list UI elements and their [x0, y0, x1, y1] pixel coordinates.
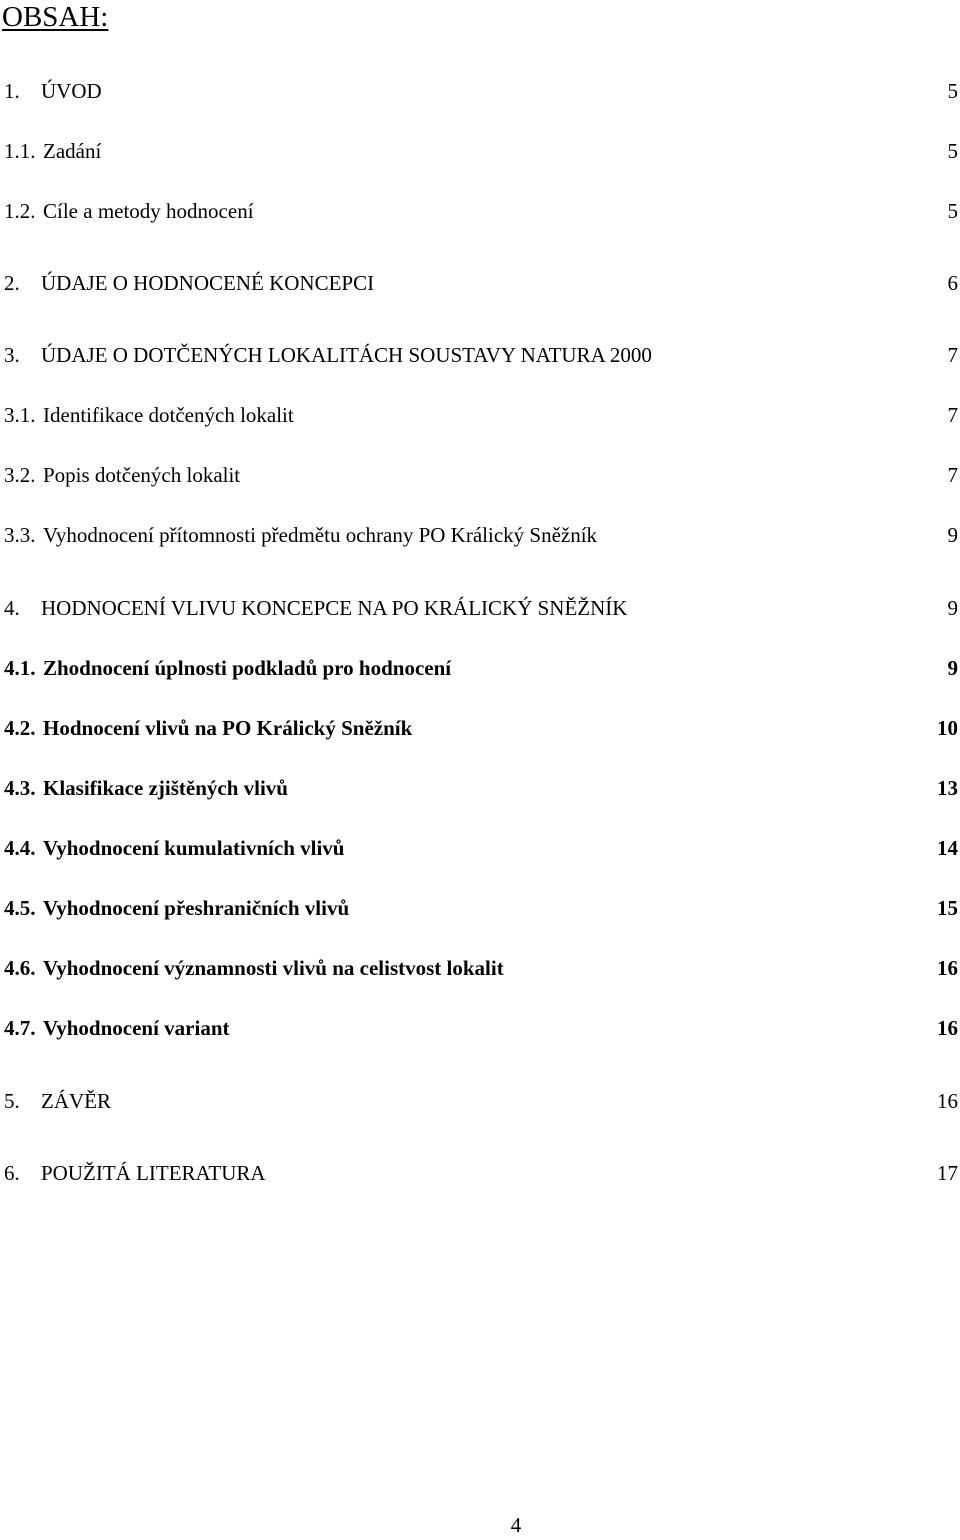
toc-entry-page: 7	[947, 343, 958, 367]
toc-entry-6[interactable]	[4, 1158, 960, 1188]
toc-entry-label: POUŽITÁ LITERATURA	[41, 1161, 266, 1185]
toc-entry-label: Vyhodnocení významnosti vlivů na celistvost lokalit	[43, 956, 504, 980]
toc-entry-2[interactable]	[4, 268, 960, 298]
toc-entry-3-2[interactable]	[4, 460, 960, 490]
toc-entry-label: ZÁVĚR	[41, 1089, 111, 1113]
toc-entry-number: 4.6.	[4, 956, 36, 980]
toc-entry-label: Popis dotčených lokalit	[43, 463, 241, 487]
toc-entry-4-1[interactable]	[4, 653, 960, 683]
toc-entry-label: Vyhodnocení přeshraničních vlivů	[43, 896, 350, 920]
toc-entry-label: HODNOCENÍ VLIVU KONCEPCE NA PO KRÁLICKÝ SNĚŽNÍK	[41, 596, 628, 620]
toc-entry-label: Cíle a metody hodnocení	[43, 199, 254, 223]
toc-entry-number: 3.2.	[4, 463, 36, 487]
toc-entry-page: 16	[937, 956, 958, 980]
toc-entry-4-7[interactable]	[4, 1013, 960, 1043]
toc-entry-4-6[interactable]	[4, 953, 960, 983]
toc-entry-page: 13	[937, 776, 958, 800]
toc-entry-label: Zhodnocení úplnosti podkladů pro hodnocení	[43, 656, 452, 680]
toc-entry-4-5[interactable]	[4, 893, 960, 923]
toc-entry-number: 4.1.	[4, 656, 36, 680]
toc-entry-page: 16	[937, 1089, 958, 1113]
toc-entry-label: Hodnocení vlivů na PO Králický Sněžník	[43, 716, 413, 740]
toc-entry-page: 14	[937, 836, 958, 860]
toc-entry-number: 1.1.	[4, 139, 36, 163]
toc-entry-number: 4.7.	[4, 1016, 36, 1040]
toc-entry-label: Klasifikace zjištěných vlivů	[43, 776, 288, 800]
toc-entry-label: Identifikace dotčených lokalit	[43, 403, 294, 427]
toc-entry-label: ÚDAJE O DOTČENÝCH LOKALITÁCH SOUSTAVY NATURA 2000	[41, 343, 652, 367]
toc-entry-page: 5	[947, 139, 958, 163]
toc-entry-label: ÚVOD	[41, 79, 102, 103]
toc-entry-label: Vyhodnocení variant	[43, 1016, 230, 1040]
toc-entry-label: Zadání	[43, 139, 102, 163]
toc-entry-page: 17	[937, 1161, 958, 1185]
toc-entry-4-3[interactable]	[4, 773, 960, 803]
toc-entry-1-1[interactable]	[4, 136, 960, 166]
toc-entry-number: 3.3.	[4, 523, 36, 547]
toc-entry-number: 4.2.	[4, 716, 36, 740]
toc-entry-3-3[interactable]	[4, 520, 960, 550]
toc-entry-number: 3.	[4, 343, 20, 367]
toc-entry-3-1[interactable]	[4, 400, 960, 430]
toc-entry-number: 4.4.	[4, 836, 36, 860]
toc-entry-number: 2.	[4, 271, 20, 295]
toc-entry-1-2[interactable]	[4, 196, 960, 226]
toc-entry-number: 6.	[4, 1161, 20, 1185]
toc-entry-label: Vyhodnocení přítomnosti předmětu ochrany PO Králický Sněžník	[43, 523, 598, 547]
toc-entry-label: Vyhodnocení kumulativních vlivů	[43, 836, 345, 860]
toc-entry-page: 9	[947, 596, 958, 620]
toc-entry-page: 10	[937, 716, 958, 740]
toc-entry-4-2[interactable]	[4, 713, 960, 743]
toc-entry-page: 16	[937, 1016, 958, 1040]
page-number: 4	[510, 1513, 522, 1537]
toc-entry-page: 6	[947, 271, 958, 295]
toc-entry-number: 5.	[4, 1089, 20, 1113]
toc-entry-page: 5	[947, 79, 958, 103]
toc-entry-number: 1.2.	[4, 199, 36, 223]
toc-entry-number: 4.	[4, 596, 20, 620]
toc-entry-page: 7	[947, 463, 958, 487]
toc-entry-number: 3.1.	[4, 403, 36, 427]
toc-entry-1[interactable]	[4, 76, 960, 106]
toc-entry-number: 4.5.	[4, 896, 36, 920]
toc-title: OBSAH:	[2, 1, 109, 33]
toc-entry-number: 1.	[4, 79, 20, 103]
toc-entry-3[interactable]	[4, 340, 960, 370]
toc-entry-page: 9	[947, 523, 958, 547]
toc-entry-4-4[interactable]	[4, 833, 960, 863]
toc-entry-number: 4.3.	[4, 776, 36, 800]
toc-entry-5[interactable]	[4, 1086, 960, 1116]
toc-entry-page: 7	[947, 403, 958, 427]
toc-entry-page: 9	[947, 656, 958, 680]
toc-entry-page: 5	[947, 199, 958, 223]
toc-entry-4[interactable]	[4, 593, 960, 623]
toc-entry-page: 15	[937, 896, 958, 920]
toc-entry-label: ÚDAJE O HODNOCENÉ KONCEPCI	[41, 271, 375, 295]
